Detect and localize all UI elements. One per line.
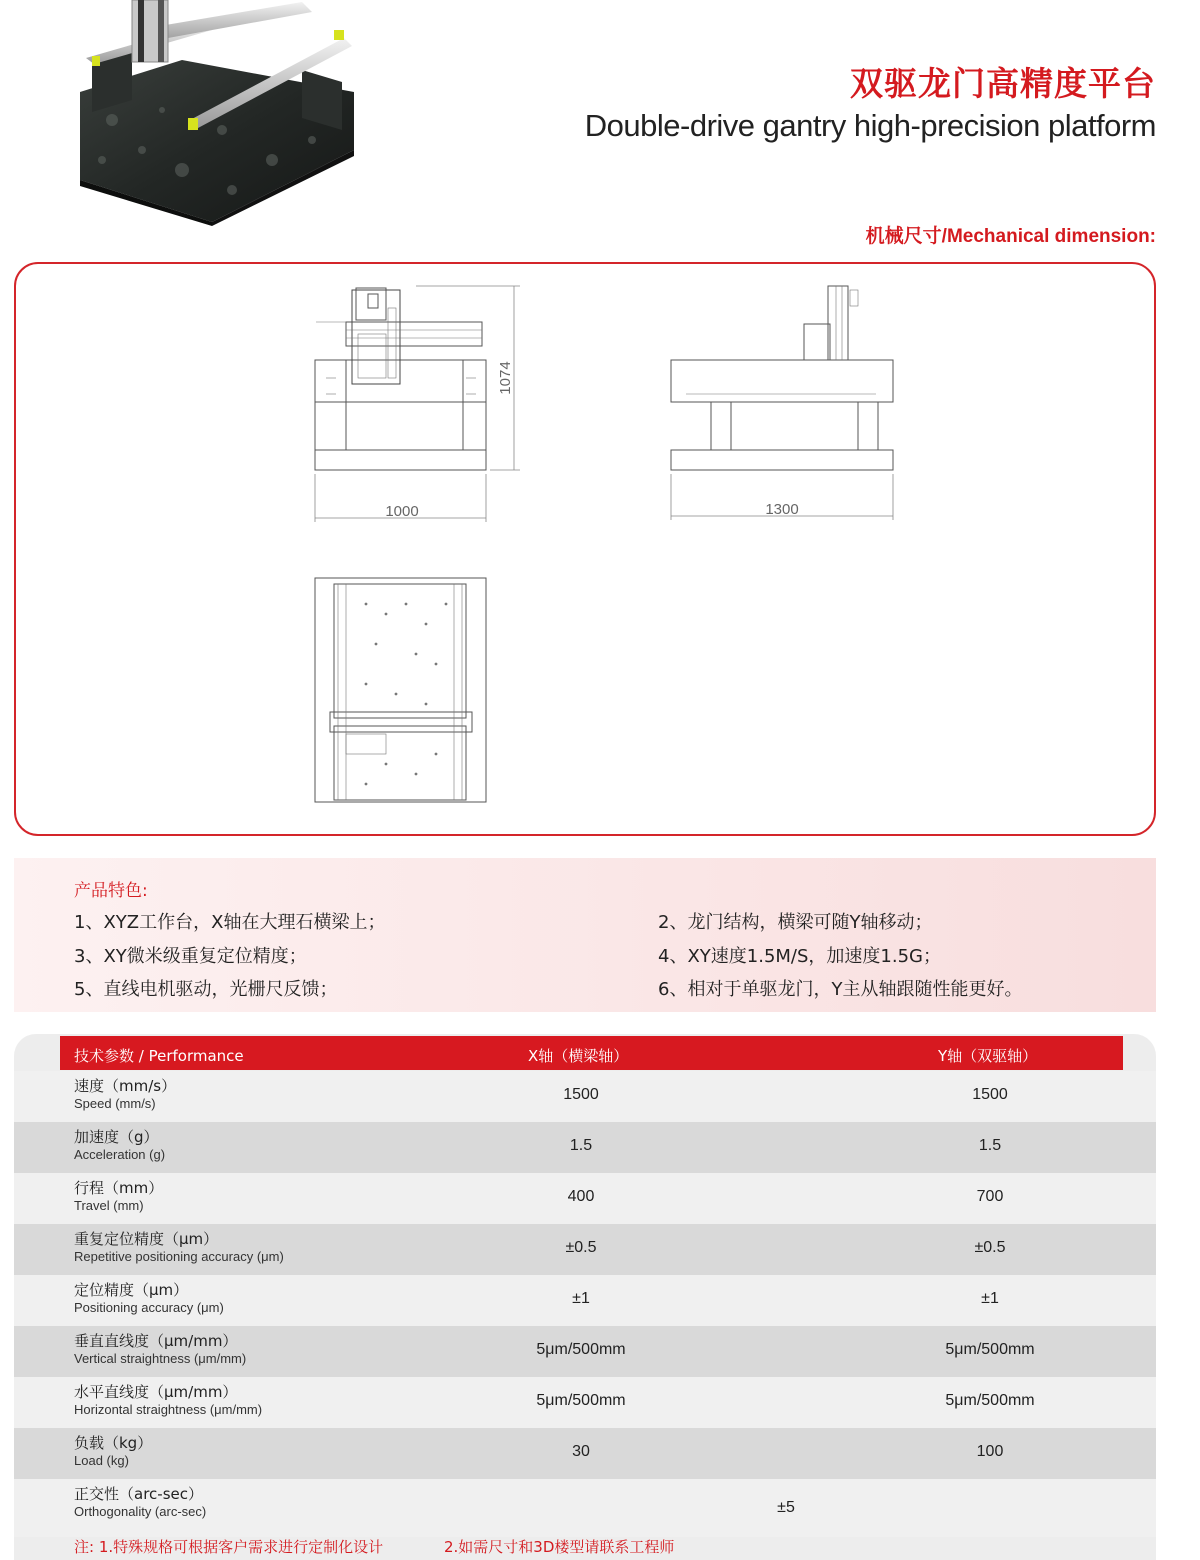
front-width-label: 1000 <box>385 503 419 520</box>
gantry-platform-image <box>72 0 362 226</box>
param-name-en: Repetitive positioning accuracy (μm) <box>74 1249 284 1264</box>
x-axis-value: 1.5 <box>569 1137 593 1154</box>
param-name-cn: 重复定位精度（μm） <box>74 1230 219 1248</box>
x-axis-value: 30 <box>572 1443 590 1460</box>
feature-item: 4、XY速度1.5M/S，加速度1.5G； <box>658 946 941 967</box>
y-axis-value: 100 <box>976 1443 1004 1460</box>
table-row <box>14 1428 1156 1479</box>
table-row <box>14 1173 1156 1224</box>
feature-item: 1、XYZ工作台，X轴在大理石横梁上； <box>74 912 386 933</box>
header-y-axis: Y轴（双驱轴） <box>938 1047 1038 1065</box>
footnote-1: 注: 1.特殊规格可根据客户需求进行定制化设计 <box>74 1538 384 1556</box>
x-axis-value: ±1 <box>572 1290 590 1307</box>
table-row <box>14 1275 1156 1326</box>
front-view-drawing <box>315 286 520 522</box>
spec-table <box>14 1034 1156 1560</box>
param-name-cn: 加速度（g） <box>74 1128 159 1146</box>
param-name-en: Positioning accuracy (μm) <box>74 1300 224 1315</box>
y-axis-value: ±1 <box>981 1290 999 1307</box>
param-name-cn: 正交性（arc-sec） <box>74 1485 203 1503</box>
param-name-cn: 负载（kg） <box>74 1434 153 1452</box>
x-axis-value: 5μm/500mm <box>536 1392 626 1409</box>
table-row <box>14 1224 1156 1275</box>
mechanical-dimension-label: 机械尺寸/Mechanical dimension: <box>865 226 1156 247</box>
table-row <box>14 1479 1156 1537</box>
feature-item: 5、直线电机驱动，光栅尺反馈； <box>74 979 338 1000</box>
param-name-cn: 速度（mm/s） <box>74 1077 177 1095</box>
page-title-cn: 双驱龙门高精度平台 <box>850 64 1156 103</box>
y-axis-value: 1500 <box>972 1086 1008 1103</box>
x-axis-value: ±0.5 <box>565 1239 597 1256</box>
y-axis-value: ±0.5 <box>974 1239 1006 1256</box>
y-axis-value: 5μm/500mm <box>945 1341 1035 1358</box>
footnote-2: 2.如需尺寸和3D楼型请联系工程师 <box>444 1538 675 1556</box>
feature-item: 2、龙门结构，横梁可随Y轴移动； <box>658 912 933 933</box>
feature-item: 3、XY微米级重复定位精度； <box>74 946 307 967</box>
param-name-cn: 行程（mm） <box>74 1179 164 1197</box>
table-row <box>14 1071 1156 1122</box>
param-name-cn: 垂直直线度（μm/mm） <box>74 1332 238 1350</box>
feature-item: 6、相对于单驱龙门，Y主从轴跟随性能更好。 <box>658 979 1023 1000</box>
table-row <box>14 1377 1156 1428</box>
param-name-en: Load (kg) <box>74 1453 129 1468</box>
param-name-cn: 定位精度（μm） <box>74 1281 189 1299</box>
x-axis-value: 1500 <box>563 1086 599 1103</box>
y-axis-value: 5μm/500mm <box>945 1392 1035 1409</box>
x-axis-value: 5μm/500mm <box>536 1341 626 1358</box>
table-row <box>14 1326 1156 1377</box>
table-row <box>14 1122 1156 1173</box>
param-name-en: Vertical straightness (μm/mm) <box>74 1351 247 1366</box>
param-name-en: Orthogonality (arc-sec) <box>74 1504 207 1519</box>
mechanical-drawing-panel <box>14 262 1156 836</box>
features-title: 产品特色: <box>74 881 148 901</box>
spec-table-header <box>60 1036 1123 1070</box>
x-axis-value: 400 <box>567 1188 595 1205</box>
page-title-en: Double-drive gantry high-precision platform <box>584 108 1156 143</box>
product-features-panel <box>14 858 1156 1012</box>
param-name-cn: 水平直线度（μm/mm） <box>74 1383 238 1401</box>
param-name-en: Horizontal straightness (μm/mm) <box>74 1402 263 1417</box>
front-height-label: 1074 <box>497 361 514 395</box>
merged-value: ±5 <box>777 1499 795 1516</box>
header-performance: 技术参数 / Performance <box>74 1047 244 1065</box>
header-x-axis: X轴（横梁轴） <box>528 1047 629 1065</box>
y-axis-value: 700 <box>976 1188 1004 1205</box>
side-width-label: 1300 <box>765 501 799 518</box>
y-axis-value: 1.5 <box>978 1137 1002 1154</box>
param-name-en: Travel (mm) <box>74 1198 144 1213</box>
param-name-en: Speed (mm/s) <box>74 1096 156 1111</box>
param-name-en: Acceleration (g) <box>74 1147 166 1162</box>
top-view-drawing <box>315 578 486 802</box>
side-view-drawing <box>671 286 893 520</box>
